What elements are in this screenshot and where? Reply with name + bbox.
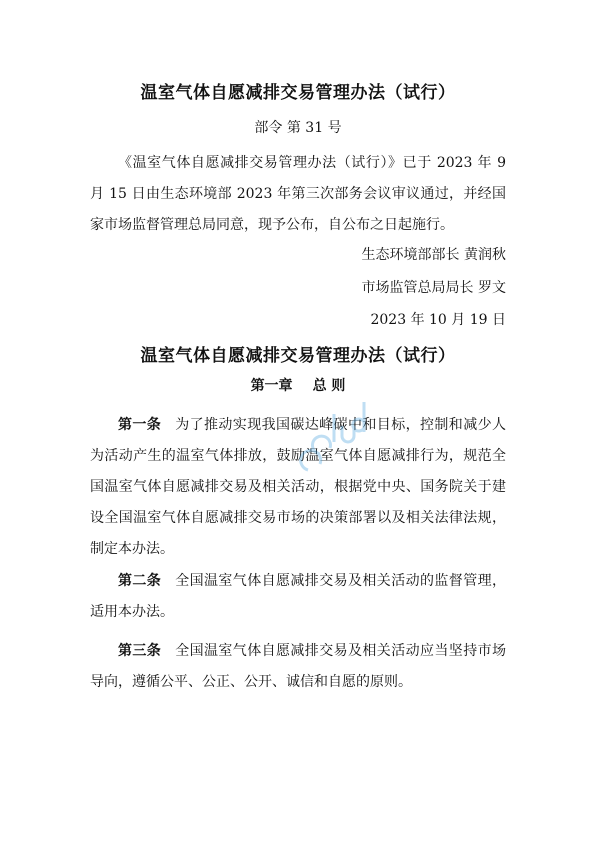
signatory-market-regulator: 市场监管总局局长 罗文 <box>361 280 506 296</box>
article-1-number: 第一条 <box>118 417 162 433</box>
article-1-text: 为了推动实现我国碳达峰碳中和目标，控制和减少人为活动产生的温室气体排放，鼓励温室气体自愿减排行为，规范全国温室气体自愿减排交易及相关活动，根据党中央、国务院关于建设全国温室气体自愿减排交易市场的决策部署以及相关法律法规，制定本办法。 <box>90 417 507 557</box>
article-3-text: 全国温室气体自愿减排交易及相关活动应当坚持市场导向，遵循公平、公正、公开、诚信和自愿的原则。 <box>90 643 507 690</box>
issue-date: 2023 年 10 月 19 日 <box>370 312 506 328</box>
signatory-ecology-minister: 生态环境部部长 黄润秋 <box>361 247 506 263</box>
article-1 <box>90 410 506 565</box>
document-title: 温室气体自愿减排交易管理办法（试行） <box>140 83 456 103</box>
chapter-heading <box>90 375 506 395</box>
body-title: 温室气体自愿减排交易管理办法（试行） <box>140 346 456 366</box>
article-3 <box>90 636 506 698</box>
article-2 <box>90 566 506 628</box>
chapter-number: 第一章 <box>250 378 293 394</box>
intro-paragraph: 《温室气体自愿减排交易管理办法（试行）》已于 2023 年 9 月 15 日由生态环境部 2023 年第三次部务会议审议通过，并经国家市场监督管理总局同意，现予公布，自公布之日起施行。 <box>90 155 506 233</box>
article-3-number: 第三条 <box>118 643 162 659</box>
chapter-name: 总 则 <box>312 378 346 394</box>
order-number: 部令 第 31 号 <box>254 120 342 136</box>
article-2-text: 全国温室气体自愿减排交易及相关活动的监督管理，适用本办法。 <box>90 573 507 620</box>
article-2-number: 第二条 <box>118 573 162 589</box>
